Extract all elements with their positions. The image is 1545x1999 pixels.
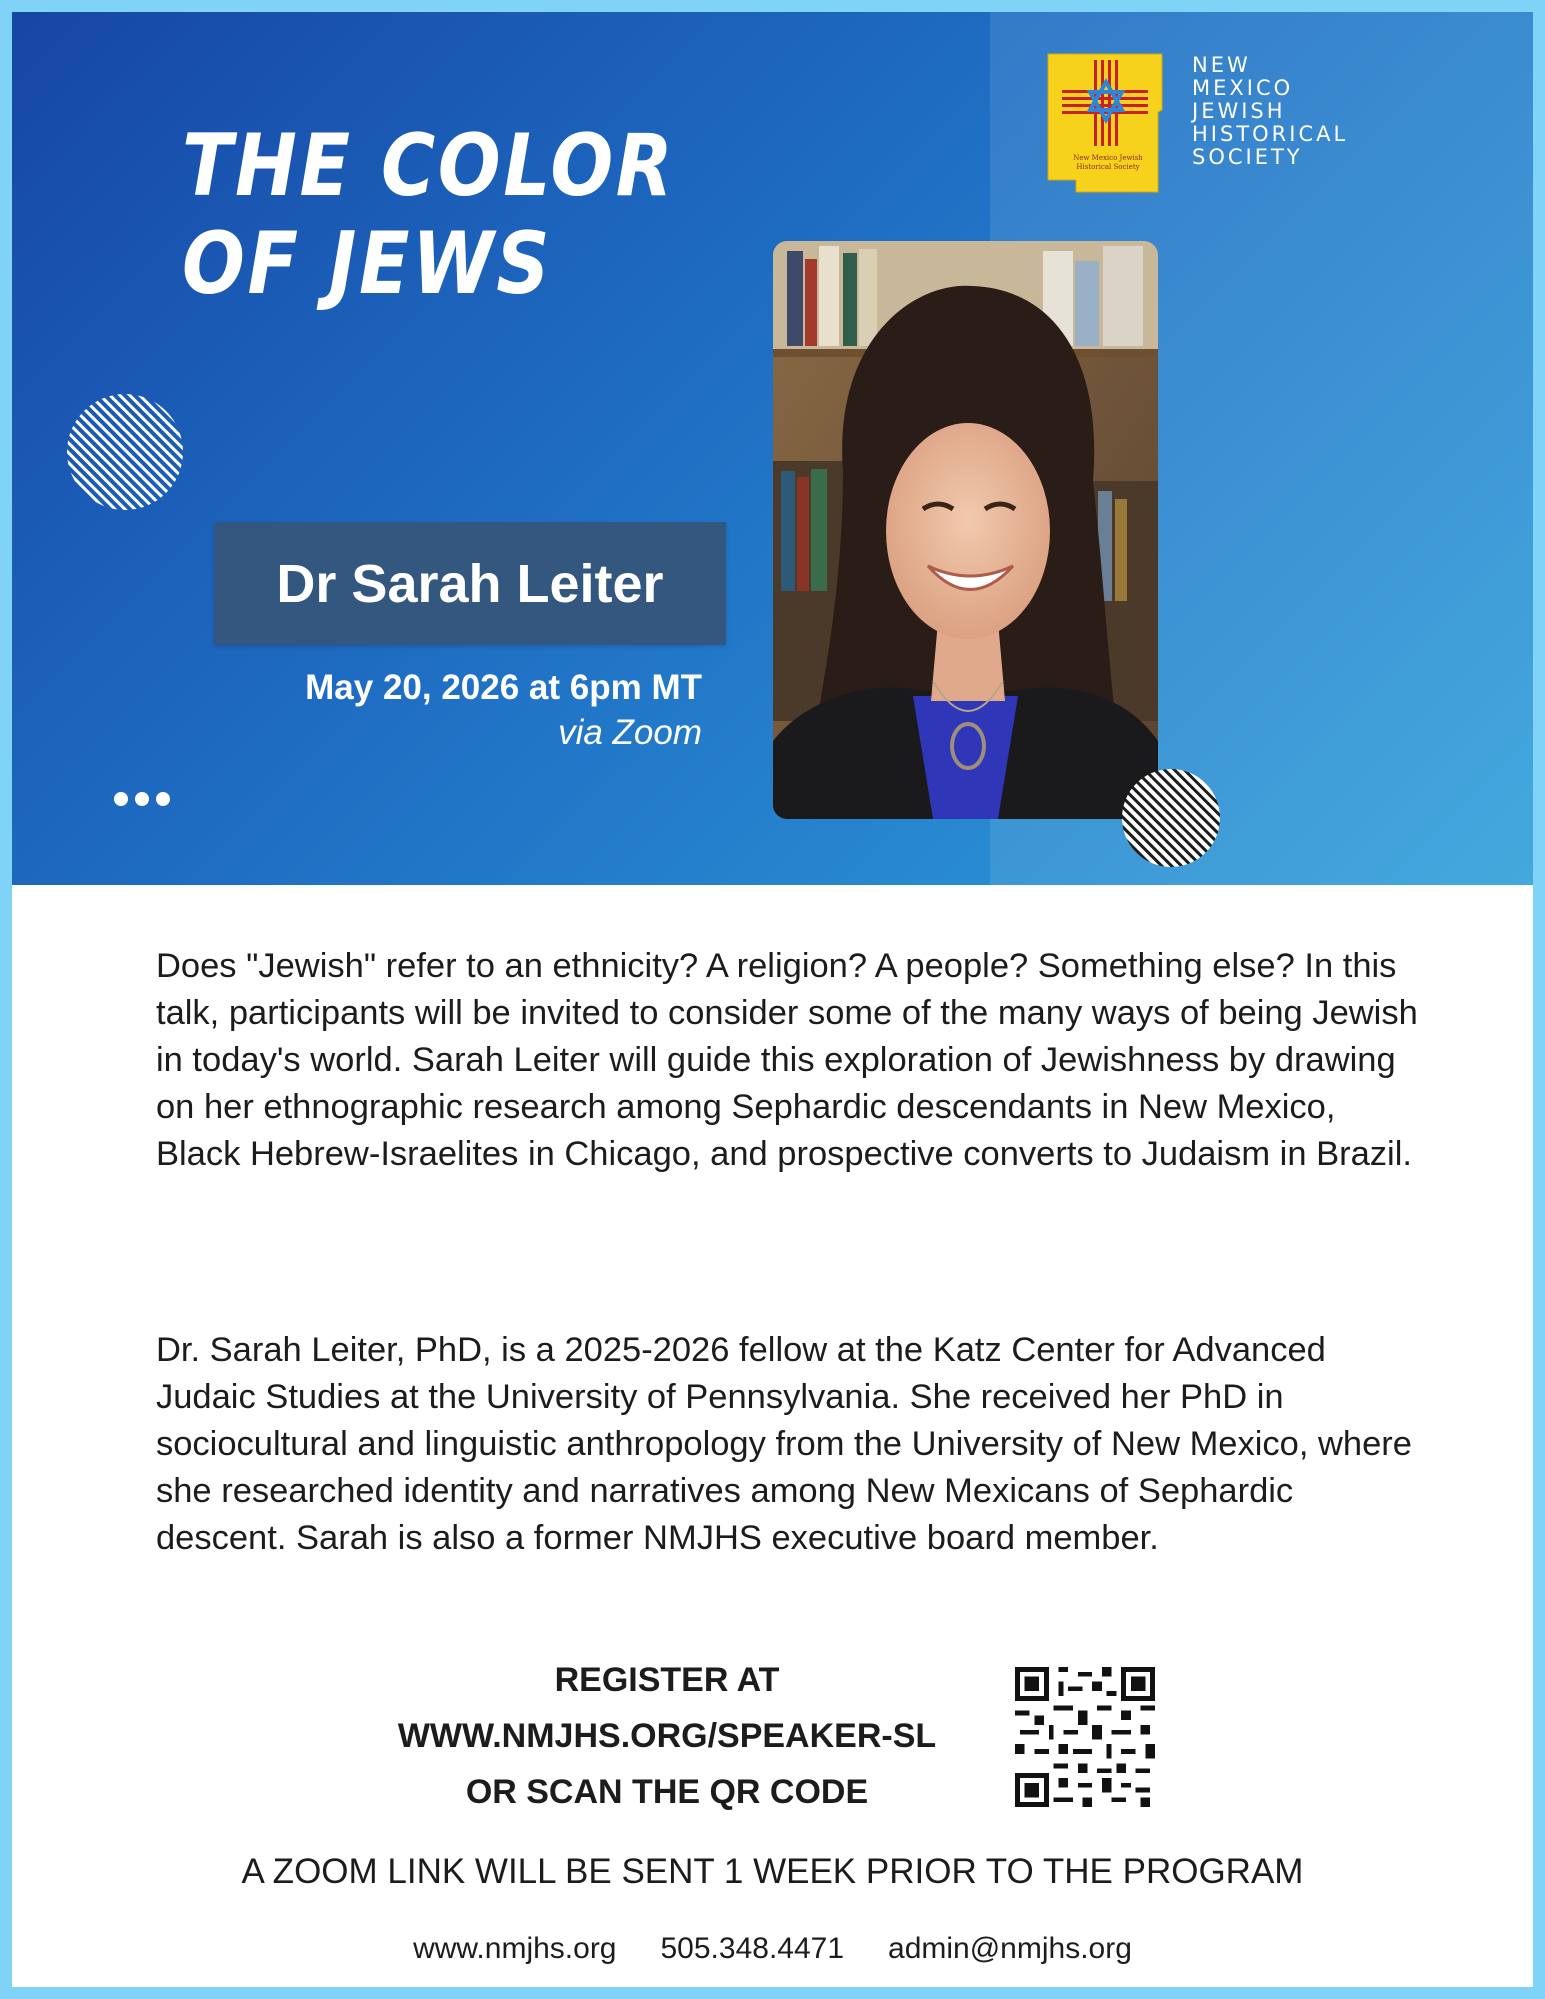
event-date-time: May 20, 2026 at 6pm MT [305,668,702,707]
zoom-link-note: A ZOOM LINK WILL BE SENT 1 WEEK PRIOR TO THE PROGRAM [241,1852,1304,1891]
hatched-circle-decoration [65,392,185,512]
event-description: Does "Jewish" refer to an ethnicity? A religion? A people? Something else? In this talk, participants will be invited to consider some of the many ways of being Jewish in today's world. Sarah Leiter will guide this exploration of Jewishness by drawing on her ethnographic research among Sephardic descendants in New Mexico, Black Hebrew-Israelites in Chicago, and prospective converts to Judaism in Brazil. [156,947,1418,1173]
event-title-line-2: OF JEWS [182,214,553,314]
register-url[interactable]: WWW.NMJHS.ORG/SPEAKER-SL [397,1717,937,1755]
dots-decoration [114,792,170,806]
event-platform: via Zoom [558,713,702,752]
register-line-3: OR SCAN THE QR CODE [465,1773,869,1811]
org-name-line: MEXICO [1192,76,1294,100]
register-line-1: REGISTER AT [554,1661,780,1699]
contact-email[interactable]: admin@nmjhs.org [888,1932,1132,1965]
registration-info [302,1652,1032,1820]
speaker-photo [773,241,1158,819]
event-title [182,117,675,313]
nmjhs-logo-icon [1046,52,1164,194]
contact-info [12,1929,1533,1969]
org-name-line: SOCIETY [1192,145,1303,169]
speaker-name-box [214,522,726,645]
organization-name [1192,54,1348,169]
hatched-circle-decoration-dark [1120,767,1222,869]
contact-website[interactable]: www.nmjhs.org [413,1932,617,1965]
org-name-line: NEW [1192,53,1251,77]
speaker-name: Dr Sarah Leiter [276,553,664,614]
logo-caption-line-1: New Mexico Jewish [1073,154,1143,162]
logo-caption-line-2: Historical Society [1076,163,1140,171]
org-name-line: JEWISH [1192,99,1286,123]
event-title-line-1: THE COLOR [182,116,676,216]
speaker-bio: Dr. Sarah Leiter, PhD, is a 2025-2026 fellow at the Katz Center for Advanced Judaic Studies at the University of Pennsylvania. She received her PhD in sociocultural and linguistic anthropology from the University of New Mexico, where she researched identity and narratives among New Mexicans of Sephardic descent. Sarah is also a former NMJHS executive board member. [156,1331,1412,1557]
header-banner [12,12,1533,885]
contact-phone[interactable]: 505.348.4471 [660,1932,845,1965]
org-name-line: HISTORICAL [1192,122,1349,146]
qr-code-icon[interactable] [1015,1667,1155,1807]
